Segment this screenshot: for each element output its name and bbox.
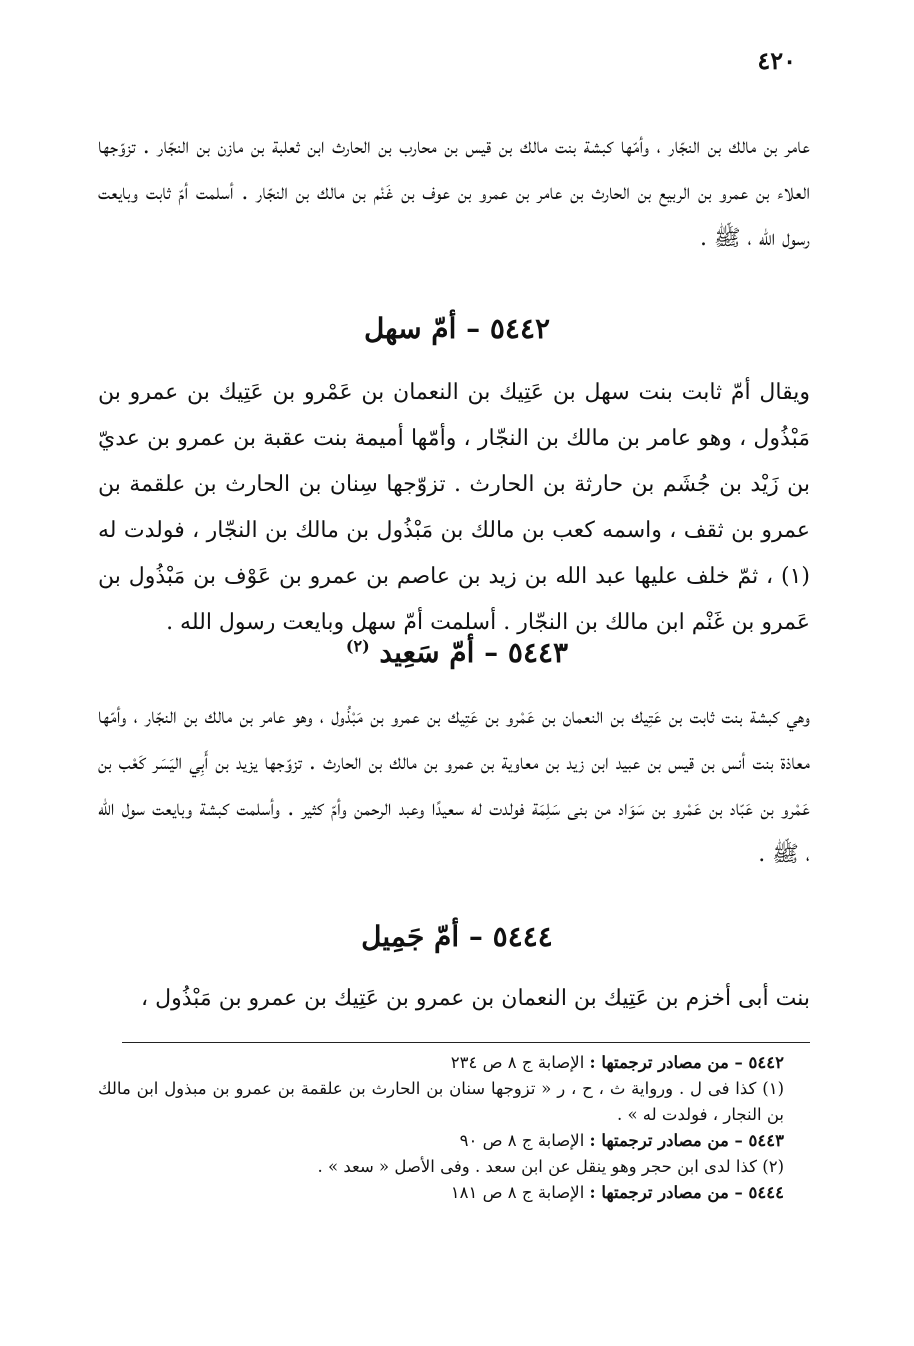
entry-heading-5442 [0, 312, 914, 345]
entry-heading-5443 [0, 636, 914, 669]
footnote-source-text: الإصابة ج ٨ ص ٩٠ [459, 1131, 585, 1150]
footnote-source-text: الإصابة ج ٨ ص ١٨١ [450, 1183, 585, 1202]
footnotes [98, 1050, 810, 1206]
footnote-2: (٢) كذا لدى ابن حجر وهو ينقل عن ابن سعد . وفى الأصل « سعد » . [317, 1157, 784, 1176]
intro-paragraph [98, 124, 810, 262]
footnote-source-label: ٥٤٤٤ – من مصادر ترجمتها : [589, 1183, 784, 1202]
footnote-source-label: ٥٤٤٢ – من مصادر ترجمتها : [589, 1053, 784, 1072]
entry-heading-5444 [0, 920, 914, 953]
footnote-source-5442 [98, 1050, 810, 1076]
entry-heading-text: ٥٤٤٢ – أمّ سهل [363, 312, 551, 345]
entry-text: بنت أبى أخزم بن عَتِيك بن النعمان بن عمرو بن عَتِيك بن عمرو بن مَبْذُول ، [141, 986, 810, 1011]
entry-paragraph-5444 [98, 976, 810, 1022]
footnote-1: (١) كذا فى ل . ورواية ث ، ح ، ر « تزوجها سنان بن الحارث بن علقمة بن عمرو بن مبذول ابن مالك بن النجار ، فولدت له » . [98, 1079, 784, 1124]
footnote-source-5443 [98, 1128, 810, 1154]
footnote-source-text: الإصابة ج ٨ ص ٢٣٤ [450, 1053, 585, 1072]
footnote-marker: (٢) [345, 636, 370, 656]
entry-text: وهي كبشة بنت ثابت بن عَتِيك بن النعمان بن عَمْرو بن عَتِيك بن عمرو بن مَبْذُول ، وهو عامر بن مالك بن النجّار ، وأمّها معاذة بنت أنس بن قيس بن عبيد ابن زيد بن معاوية بن عمرو بن مالك بن الحارث . تزوّجها يزيد بن أَبِي اليَسَر كَعْب بن عَمْرو بن عَبّاد بن عَمْرو بن سَوَاد من بنى سَلِمَة فولدت له سعيدًا وعبد الرحمن وأمّ كثير . وأسلمت كبشة وبايعت سول الله ، ﷺ . [98, 704, 810, 867]
entry-paragraph-5442 [98, 370, 810, 646]
entry-paragraph-5443 [98, 694, 810, 878]
footnote-source-label: ٥٤٤٣ – من مصادر ترجمتها : [589, 1131, 784, 1150]
footnote-divider [122, 1042, 810, 1043]
entry-heading-text: ٥٤٤٣ – أمّ سَعِيد [379, 636, 569, 669]
entry-heading-text: ٥٤٤٤ – أمّ جَمِيل [361, 920, 553, 953]
intro-text: عامر بن مالك بن النجّار ، وأمّها كبشة بنت مالك بن قيس بن محارب بن الحارث ابن ثعلبة بن مازن بن النجّار . تزوّجها العلاء بن عمرو بن الربيع بن الحارث بن عامر بن عمرو بن عوف بن غَنْم بن مالك بن النجّار . أسلمت أمّ ثابت وبايعت رسول الله ، ﷺ . [98, 134, 811, 251]
page-number: ٤٢٠ [757, 46, 796, 75]
footnote-source-5444 [98, 1180, 810, 1206]
entry-text: ويقال أمّ ثابت بنت سهل بن عَتِيك بن النعمان بن عَمْرو بن عَتِيك بن عمرو بن مَبْذُول ، وهو عامر بن مالك بن النجّار ، وأمّها أميمة بنت عقبة بن عمرو بن عديّ بن زَيْد بن جُشَم بن حارثة بن الحارث . تزوّجها سِنان بن الحارث بن علقمة بن عمرو بن ثقف ، واسمه كعب بن مالك بن مَبْذُول بن مالك بن النجّار ، فولدت له (١) ، ثمّ خلف عليها عبد الله بن زيد بن عاصم بن عمرو بن عَوْف بن مَبْذُول بن عَمرو بن غَنْم ابن مالك بن النجّار . أسلمت أمّ سهل وبايعت رسول الله . [98, 380, 810, 635]
